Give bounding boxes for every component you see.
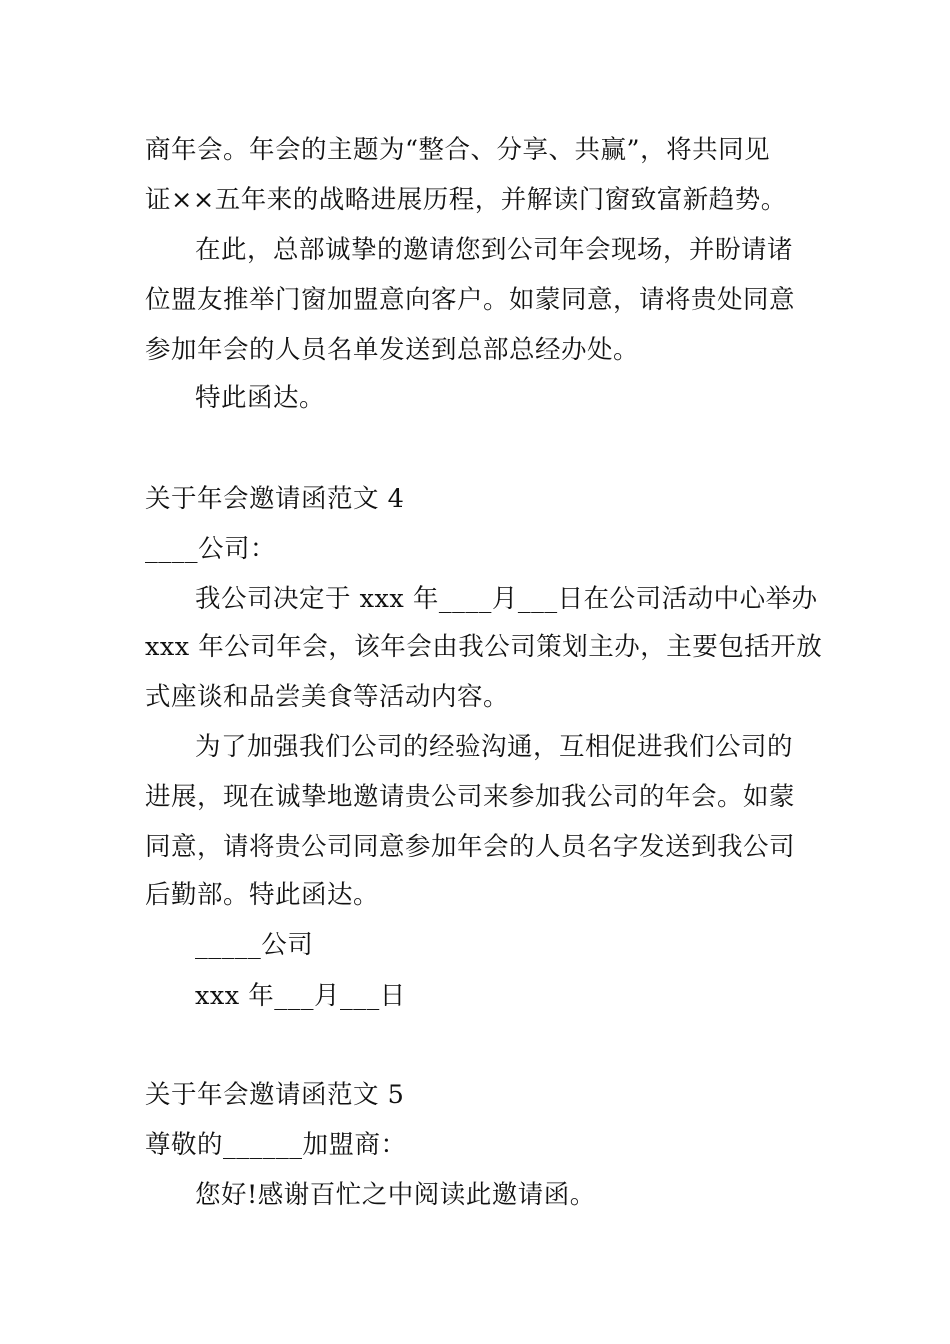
paragraph-line: 参加年会的人员名单发送到总部总经办处。 — [145, 335, 640, 365]
signature-company: _____公司 — [195, 930, 314, 960]
salutation: 尊敬的______加盟商： — [145, 1130, 407, 1160]
closing-text: 特此函达。 — [195, 383, 326, 413]
paragraph-line: 我公司决定于 xxx 年____月___日在公司活动中心举办 — [195, 584, 818, 614]
paragraph-line: 为了加强我们公司的经验沟通，互相促进我们公司的 — [195, 732, 794, 762]
paragraph-line: xxx 年公司年会，该年会由我公司策划主办，主要包括开放 — [145, 632, 823, 662]
signature-date: xxx 年___月___日 — [195, 981, 406, 1011]
paragraph-line: 位盟友推举门窗加盟意向客户。如蒙同意，请将贵处同意 — [145, 285, 796, 315]
paragraph-line: 后勤部。特此函达。 — [145, 880, 380, 910]
section-title: 关于年会邀请函范文 4 — [145, 484, 405, 514]
paragraph-line: 证××五年来的战略进展历程，并解读门窗致富新趋势。 — [145, 185, 787, 215]
paragraph-line: 同意，请将贵公司同意参加年会的人员名字发送到我公司 — [145, 832, 796, 862]
paragraph-line: 您好!感谢百忙之中阅读此邀请函。 — [195, 1180, 596, 1210]
paragraph-line: 在此，总部诚挚的邀请您到公司年会现场，并盼请诸 — [195, 235, 794, 265]
paragraph-line: 进展，现在诚挚地邀请贵公司来参加我公司的年会。如蒙 — [145, 782, 796, 812]
paragraph-line: 商年会。年会的主题为“整合、分享、共赢”，将共同见 — [145, 135, 771, 165]
paragraph-line: 式座谈和品尝美食等活动内容。 — [145, 682, 510, 712]
salutation: ____公司： — [145, 534, 277, 564]
section-title: 关于年会邀请函范文 5 — [145, 1080, 405, 1110]
